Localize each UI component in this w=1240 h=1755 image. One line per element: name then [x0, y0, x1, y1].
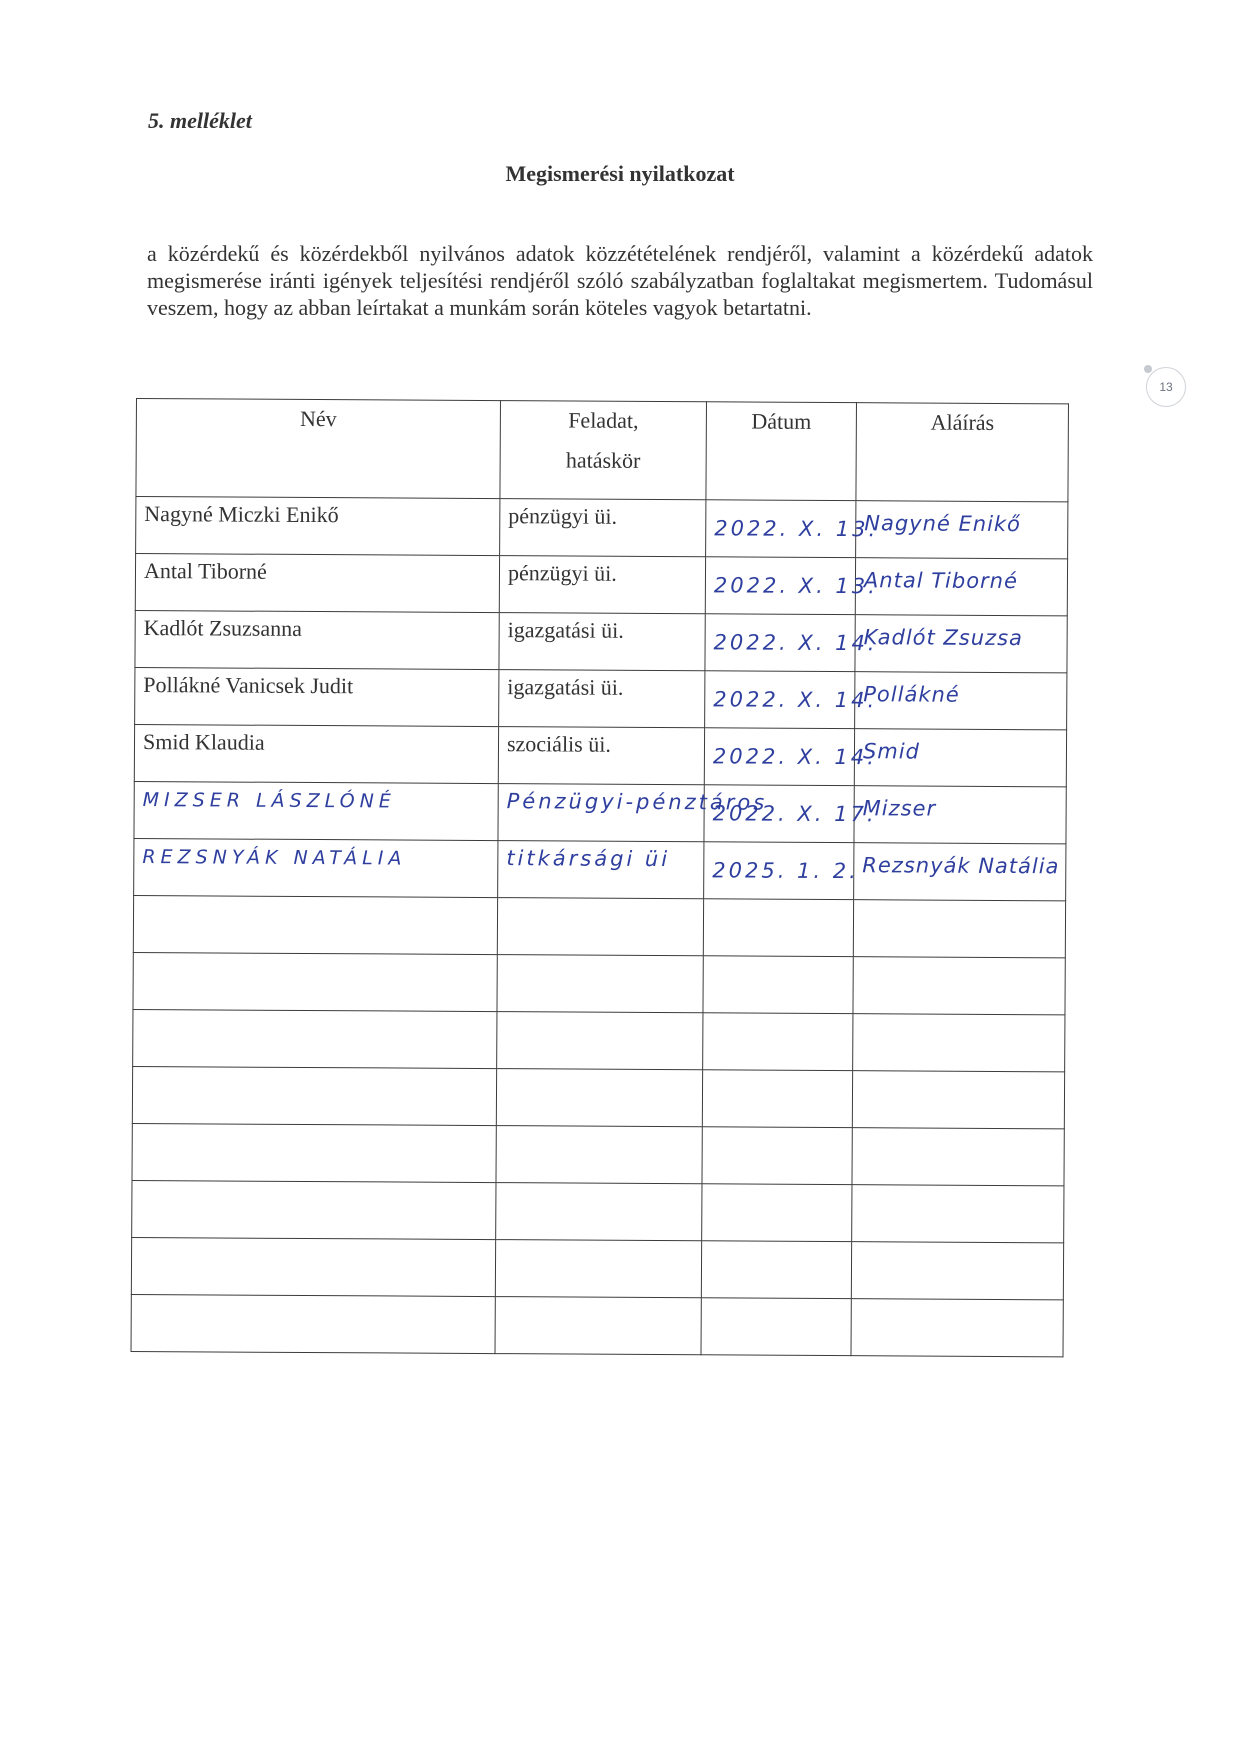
- table-row: [136, 497, 1068, 559]
- cell-signature: [853, 900, 1065, 958]
- name-value: Smid Klaudia: [142, 729, 265, 755]
- annex-label: 5. melléklet: [148, 108, 252, 133]
- header-task: [500, 401, 707, 500]
- cell-date: [705, 671, 878, 729]
- cell-name: [133, 952, 497, 1011]
- header-name: Név: [136, 399, 501, 499]
- cell-signature: [854, 729, 1066, 787]
- date-value: 2025. 1. 2.: [712, 858, 859, 884]
- cell-task: [496, 1126, 702, 1184]
- header-signature: Aláírás: [856, 403, 1069, 502]
- date-value: 2022. X. 14.: [712, 744, 877, 770]
- table-body: [131, 497, 1068, 1357]
- cell-signature: [854, 786, 1066, 844]
- name-value: Nagyné Miczki Enikő: [144, 501, 339, 528]
- signature-value: Nagyné Enikő: [864, 511, 1022, 537]
- cell-name: [134, 838, 498, 897]
- task-value: pénzügyi üi.: [508, 503, 618, 529]
- signature-value: Rezsnyák Natália: [862, 853, 1060, 879]
- cell-date: [703, 956, 853, 1014]
- cell-date: [703, 899, 853, 957]
- cell-signature: [851, 1242, 1063, 1300]
- signature-value: Kadlót Zsuzsa: [863, 625, 1023, 651]
- badge-dot-icon: [1144, 365, 1152, 373]
- table-row: [134, 724, 1066, 786]
- task-value: pénzügyi üi.: [507, 560, 617, 586]
- table-header-row: [136, 399, 1069, 502]
- cell-task: [495, 1297, 701, 1355]
- name-value: Kadlót Zsuzsanna: [143, 615, 302, 641]
- table-row: [133, 952, 1065, 1014]
- cell-signature: [852, 1185, 1064, 1243]
- cell-date: [702, 1070, 852, 1128]
- header-date: Dátum: [706, 402, 857, 501]
- cell-date: [703, 1013, 853, 1071]
- cell-task: [499, 556, 705, 614]
- name-value: Antal Tiborné: [143, 558, 267, 584]
- task-value: igazgatási üi.: [507, 617, 624, 643]
- cell-name: [135, 554, 499, 613]
- cell-task: [498, 841, 704, 899]
- cell-signature: [856, 501, 1068, 559]
- signature-sheet: [131, 398, 1068, 1357]
- cell-task: [497, 1012, 703, 1070]
- cell-date: [702, 1184, 852, 1242]
- cell-name: [135, 667, 499, 726]
- cell-name: [132, 1123, 496, 1182]
- signature-value: Smid: [862, 739, 920, 764]
- table-row: [132, 1066, 1064, 1128]
- signature-value: Mizser: [862, 796, 937, 821]
- date-value: 2022. X. 14.: [713, 630, 878, 656]
- table-row: [133, 1009, 1065, 1071]
- date-value: 2022. X. 13.: [714, 516, 879, 542]
- task-value: titkársági üi: [506, 846, 671, 872]
- name-value: REZSNYÁK NATÁLIA: [142, 846, 407, 870]
- cell-task: [498, 727, 704, 785]
- header-task-line1: Feladat,: [568, 407, 639, 433]
- page-number-badge: [1146, 367, 1186, 407]
- cell-task: [497, 898, 703, 956]
- table-row: [132, 1180, 1064, 1242]
- table-row: [133, 895, 1065, 957]
- table-row: [135, 667, 1067, 729]
- cell-signature: [853, 957, 1065, 1015]
- cell-name: [136, 497, 500, 556]
- signature-value: Antal Tiborné: [863, 568, 1019, 594]
- date-value: 2022. X. 14.: [713, 687, 878, 713]
- cell-date: [706, 500, 879, 558]
- cell-date: [701, 1241, 851, 1299]
- cell-name: [131, 1237, 495, 1296]
- document-title: Megismerési nyilatkozat: [505, 161, 735, 186]
- table-row: [134, 781, 1066, 843]
- date-value: 2022. X. 17.: [712, 801, 877, 827]
- cell-name: [132, 1180, 496, 1239]
- cell-task: [496, 1069, 702, 1127]
- statement-paragraph: a közérdekű és közérdekből nyilvános adatok közzétételének rendjéről, valamint a közérdekű adatok megismerése iránti igények teljesítési rendjéről szóló szabályzatban foglaltakat megismertem. Tudomásul veszem, hogy az abban leírtakat a munkám során köteles vagyok betartatni.: [147, 241, 1093, 320]
- cell-name: [133, 1009, 497, 1068]
- acknowledgement-table: [131, 398, 1069, 1357]
- cell-name: [132, 1066, 496, 1125]
- cell-name: [134, 781, 498, 840]
- cell-date: [704, 728, 877, 786]
- cell-task: [498, 784, 768, 842]
- table-row: [135, 610, 1067, 672]
- page-number: 13: [1159, 380, 1173, 394]
- cell-date: [704, 842, 859, 900]
- cell-name: [135, 610, 499, 669]
- cell-task: [499, 670, 705, 728]
- name-value: MIZSER LÁSZLÓNÉ: [142, 789, 396, 813]
- table-row: [135, 554, 1067, 616]
- cell-task: [500, 499, 706, 557]
- task-value: Pénzügyi-pénztáros: [506, 789, 768, 815]
- cell-date: [702, 1127, 852, 1185]
- header-task-line2: hatáskör: [565, 447, 641, 473]
- cell-name: [131, 1294, 495, 1353]
- signature-value: Pollákné: [863, 682, 960, 707]
- table-row: [131, 1294, 1063, 1356]
- cell-task: [497, 955, 703, 1013]
- cell-signature: [855, 615, 1067, 673]
- task-value: igazgatási üi.: [507, 674, 624, 700]
- table-row: [134, 838, 1066, 900]
- cell-signature: [855, 672, 1067, 730]
- cell-task: [495, 1240, 701, 1298]
- task-value: szociális üi.: [506, 731, 611, 757]
- cell-signature: [852, 1071, 1064, 1129]
- table-row: [131, 1237, 1063, 1299]
- cell-signature: [852, 1128, 1064, 1186]
- cell-signature: [853, 1014, 1065, 1072]
- cell-date: [705, 557, 878, 615]
- cell-task: [499, 613, 705, 671]
- cell-name: [134, 724, 498, 783]
- cell-name: [133, 895, 497, 954]
- cell-signature: [855, 558, 1067, 616]
- name-value: Pollákné Vanicsek Judit: [143, 672, 354, 699]
- cell-task: [496, 1183, 702, 1241]
- table-row: [132, 1123, 1064, 1185]
- cell-date: [705, 614, 878, 672]
- cell-signature: [851, 1299, 1063, 1357]
- date-value: 2022. X. 13.: [713, 573, 878, 599]
- cell-date: [704, 785, 877, 843]
- cell-date: [701, 1298, 851, 1356]
- cell-signature: [854, 843, 1066, 901]
